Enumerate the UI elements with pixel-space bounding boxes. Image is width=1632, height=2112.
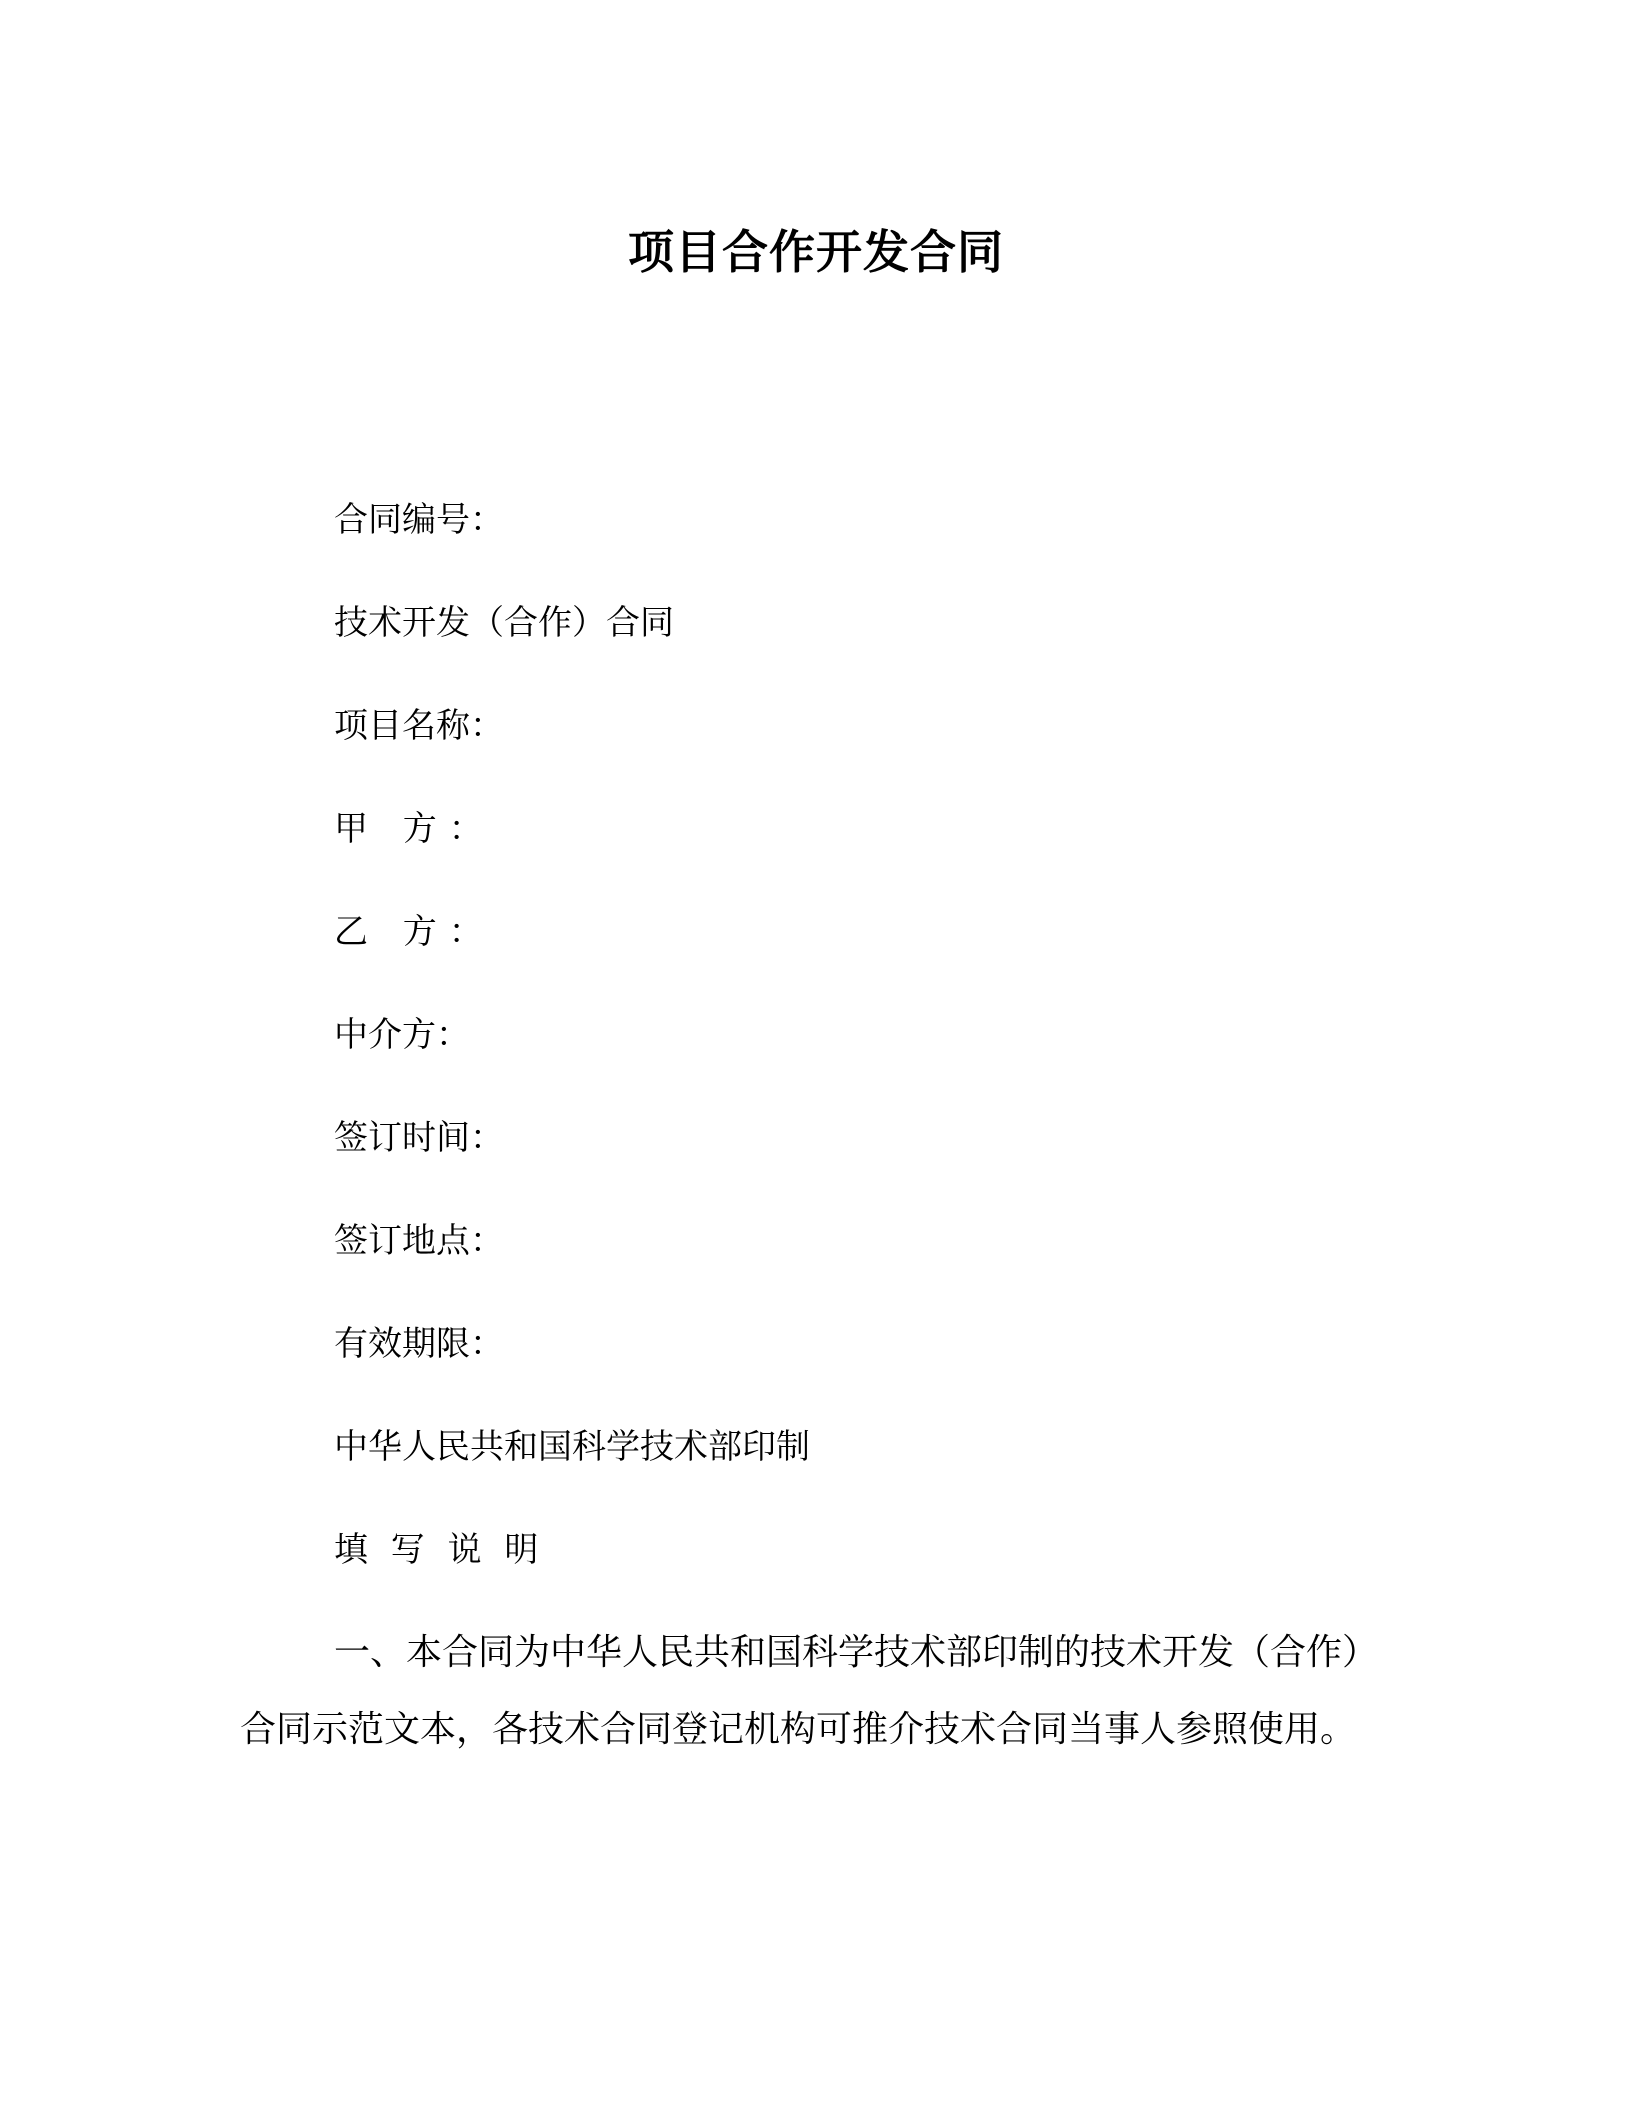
document-title: 项目合作开发合同 xyxy=(628,225,1004,279)
intermediary-label: 中介方： xyxy=(334,1015,470,1055)
instructions-heading: 填 写 说 明 xyxy=(334,1530,545,1570)
signing-time-label: 签订时间： xyxy=(334,1118,504,1158)
contract-number-label: 合同编号： xyxy=(334,500,504,540)
party-a-label: 甲 方： xyxy=(334,809,495,849)
contract-type-label: 技术开发（合作）合同 xyxy=(334,603,674,643)
instruction-paragraph-line-2: 合同示范文本，各技术合同登记机构可推介技术合同当事人参照使用。 xyxy=(240,1709,1357,1750)
instruction-paragraph-line-1: 一、本合同为中华人民共和国科学技术部印制的技术开发（合作） xyxy=(334,1632,1379,1673)
party-b-label: 乙 方： xyxy=(334,912,495,952)
project-name-label: 项目名称： xyxy=(334,706,504,746)
signing-place-label: 签订地点： xyxy=(334,1221,504,1261)
printed-by-label: 中华人民共和国科学技术部印制 xyxy=(334,1427,810,1467)
validity-period-label: 有效期限： xyxy=(334,1324,504,1364)
